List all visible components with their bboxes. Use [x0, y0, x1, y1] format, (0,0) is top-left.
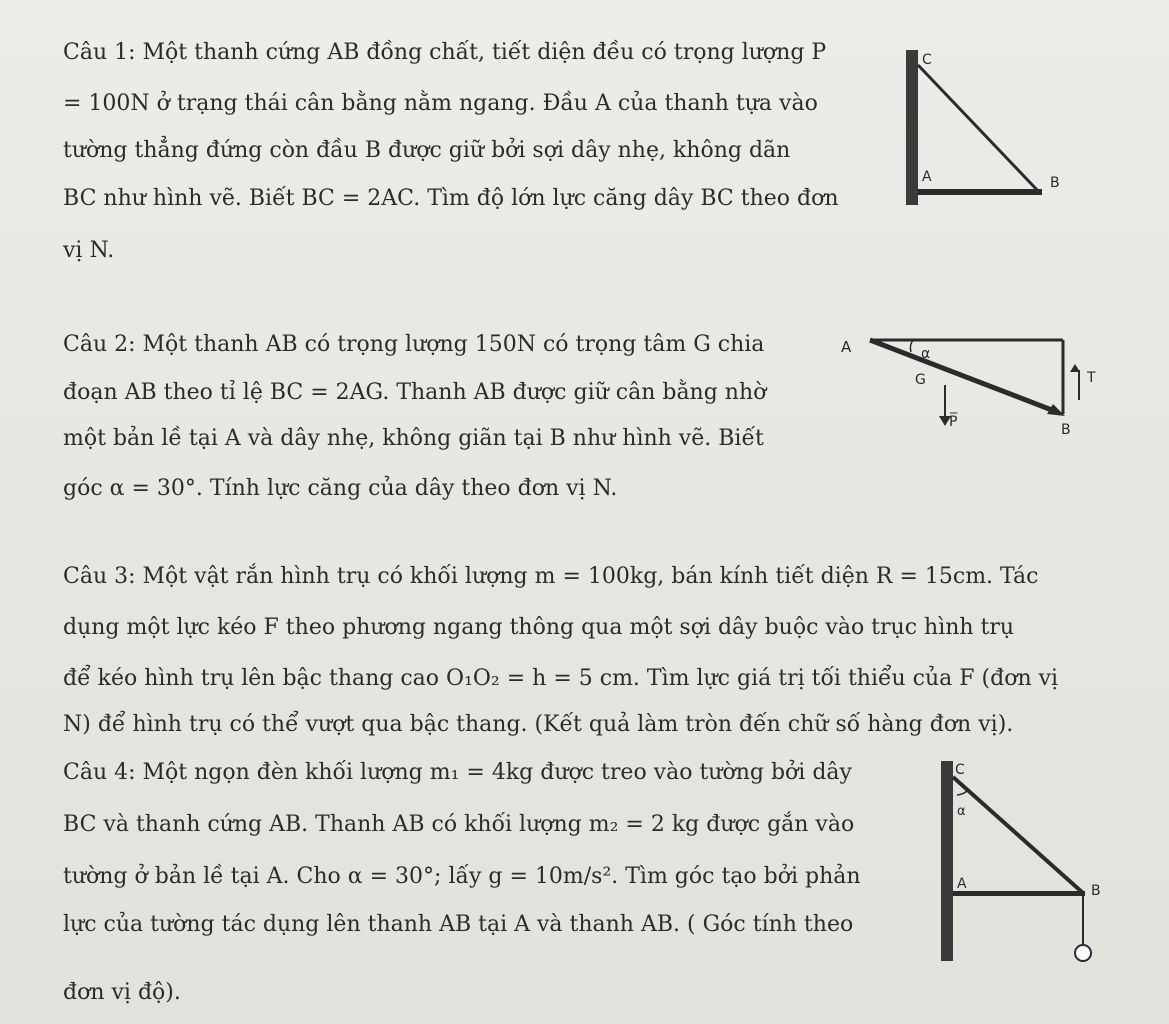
q2-line-1: Câu 2: Một thanh AB có trọng lượng 150N có trọng tâm G chia — [63, 332, 765, 357]
q3-line-4: N) để hình trụ có thể vượt qua bậc thang. (Kết quả làm tròn đến chữ số hàng đơn vị). — [63, 712, 1014, 737]
q4-line-3: tường ở bản lề tại A. Cho α = 30°; lấy g = 10m/s². Tìm góc tạo bởi phản — [63, 864, 861, 889]
q2-label-alpha: α — [921, 346, 931, 362]
q1-label-c: C — [922, 52, 932, 68]
q4-line-5: đơn vị độ). — [63, 980, 181, 1005]
q1-line-2: = 100N ở trạng thái cân bằng nằm ngang. Đầu A của thanh tựa vào — [63, 91, 818, 116]
q1-line-4: BC như hình vẽ. Biết BC = 2AC. Tìm độ lớn lực căng dây BC theo đơn — [63, 186, 839, 211]
q4-label-a: A — [957, 876, 967, 892]
q4-label-c: C — [955, 762, 965, 778]
q4-label-b: B — [1091, 883, 1101, 899]
q2-line-2: đoạn AB theo tỉ lệ BC = 2AG. Thanh AB được giữ cân bằng nhờ — [63, 380, 767, 405]
q2-line-4: góc α = 30°. Tính lực căng của dây theo đơn vị N. — [63, 476, 618, 501]
q1-figure — [900, 45, 1070, 210]
q2-label-g: G — [915, 372, 926, 388]
q4-line-4: lực của tường tác dụng lên thanh AB tại A và thanh AB. ( Góc tính theo — [63, 912, 854, 937]
q1-label-a: A — [922, 169, 932, 185]
q2-label-a: A — [841, 338, 852, 356]
q3-line-2: dụng một lực kéo F theo phương ngang thông qua một sợi dây buộc vào trục hình trụ — [63, 615, 1015, 640]
q3-line-3: để kéo hình trụ lên bậc thang cao O₁O₂ = h = 5 cm. Tìm lực giá trị tối thiểu của F (đơn vị — [63, 666, 1059, 691]
q4-figure — [935, 755, 1105, 970]
q2-label-p: P̅ — [949, 414, 958, 430]
q2-label-b: B — [1061, 422, 1071, 438]
q4-line-1: Câu 4: Một ngọn đèn khối lượng m₁ = 4kg được treo vào tường bởi dây — [63, 760, 852, 785]
q1-line-5: vị N. — [63, 238, 115, 263]
q4-label-alpha: α — [957, 804, 966, 819]
q4-line-2: BC và thanh cứng AB. Thanh AB có khối lượng m₂ = 2 kg được gắn vào — [63, 812, 855, 837]
q2-figure — [835, 330, 1096, 445]
q2-line-3: một bản lề tại A và dây nhẹ, không giãn tại B như hình vẽ. Biết — [63, 426, 764, 451]
q1-line-1: Câu 1: Một thanh cứng AB đồng chất, tiết diện đều có trọng lượng P — [63, 40, 827, 65]
q2-label-t: T — [1087, 370, 1096, 386]
q3-line-1: Câu 3: Một vật rắn hình trụ có khối lượng m = 100kg, bán kính tiết diện R = 15cm. Tác — [63, 564, 1039, 589]
q1-label-b: B — [1050, 175, 1060, 191]
q1-line-3: tường thẳng đứng còn đầu B được giữ bởi sợi dây nhẹ, không dãn — [63, 138, 791, 163]
